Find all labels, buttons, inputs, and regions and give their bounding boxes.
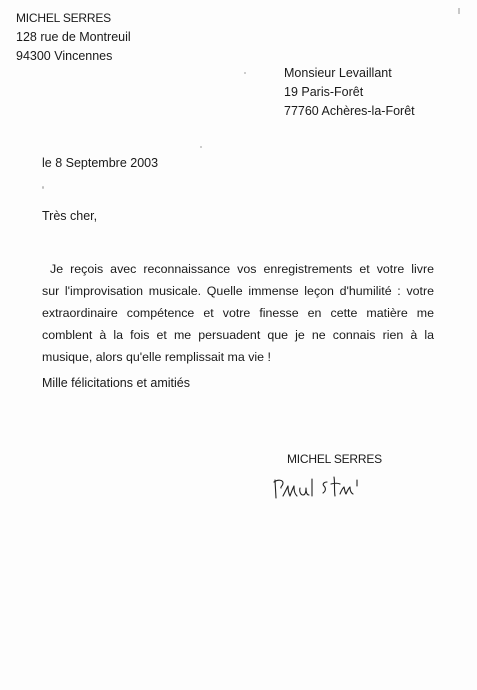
body-line: musique, alors qu'elle remplissait ma vie !: [42, 350, 271, 364]
body-line: comblent à la fois et me persuadent que je ne connais rien à la: [42, 328, 434, 342]
salutation: Très cher,: [42, 209, 98, 223]
recipient-city: 77760 Achères-la-Forêt: [284, 104, 415, 118]
signature-printed-name: MICHEL SERRES: [287, 452, 382, 466]
closing: Mille félicitations et amitiés: [42, 376, 190, 390]
scan-speck: [42, 186, 44, 189]
scan-speck: [200, 146, 202, 148]
scan-mark: [458, 8, 460, 14]
recipient-street: 19 Paris-Forêt: [284, 85, 364, 99]
body-line: extraordinaire compétence et votre finesse en cette matière me: [42, 306, 434, 320]
letter-date: le 8 Septembre 2003: [42, 156, 159, 170]
recipient-name: Monsieur Levaillant: [284, 66, 392, 80]
sender-city: 94300 Vincennes: [16, 49, 113, 63]
body-line: sur l'improvisation musicale. Quelle immense leçon d'humilité : votre: [42, 284, 434, 298]
handwritten-signature: [272, 474, 402, 504]
sender-street: 128 rue de Montreuil: [16, 30, 131, 44]
letter-body: [42, 258, 434, 368]
sender-name: MICHEL SERRES: [16, 11, 111, 25]
scan-speck: [244, 72, 246, 74]
body-line: Je reçois avec reconnaissance vos enregistrements et votre livre: [50, 262, 434, 276]
